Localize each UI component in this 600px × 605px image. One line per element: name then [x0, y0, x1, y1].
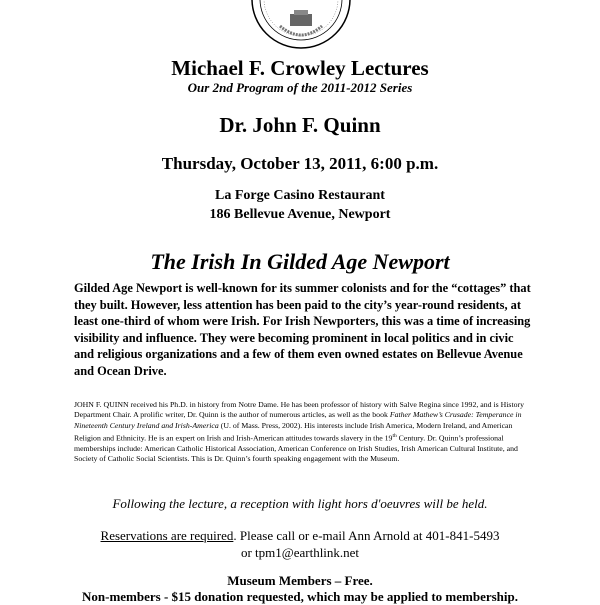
museum-seal-logo [250, 0, 352, 50]
bio-text-1: JOHN F. QUINN received his Ph.D. in history from Notre Dame. He has been professor of history with Salve Regina since 1992, and is History Department Chair. A prolific writer, Dr. Quinn is the author of numerous articles, as well as the book [74, 400, 524, 420]
bio-book-title: Father Mathew’s Crusade: Temperance in Nineteenth Century Ireland and Irish-America [74, 410, 522, 430]
members-price: Museum Members – Free. [227, 573, 373, 588]
reservations-required-label: Reservations are required [100, 528, 234, 543]
speaker-name: Dr. John F. Quinn [219, 113, 381, 137]
reservations-email[interactable]: or tpm1@earthlink.net [240, 545, 360, 560]
speaker-bio [74, 400, 534, 464]
lecture-description: Gilded Age Newport is well-known for its summer colonists and for the “cottages” that they built. However, less attention has been paid to the city’s year-round residents, at least one-third of whom were Irish. For Irish Newporters, this was a time of increasing visibility and influence. They were becoming prominent in local politics and in civic and religious organizations and a few of them even owned estates on Bellevue Avenue and Ocean Drive. [74, 281, 531, 378]
reservations [0, 527, 600, 561]
reception-note: Following the lecture, a reception with light hors d'oeuvres will be held. [112, 496, 488, 511]
program-subtitle: Our 2nd Program of the 2011-2012 Series [187, 80, 413, 95]
series-title: Michael F. Crowley Lectures [171, 56, 429, 80]
lecture-title: The Irish In Gilded Age Newport [150, 249, 450, 274]
bio-text-2: (U. of Mass. Press, 2002). His interests include Irish America, Modern Ireland, and American Religion and Ethnicity. He is an expert on Irish and Irish-American attitudes towards slavery in the 19 [74, 420, 513, 443]
bio-text-3: Century. Dr. Quinn’s professional memberships include: American Catholic Historical Association, American Conference on Irish Studies, Irish American Cultural Institute, and Society of Catholic Social Scientists. This is Dr. Quinn’s fourth speaking engagement with the Museum. [74, 433, 518, 464]
venue [0, 186, 600, 224]
nonmembers-price: Non-members - $15 donation requested, which may be applied to membership. [82, 589, 518, 604]
bio-superscript: th [392, 432, 397, 439]
reservations-contact: . Please call or e-mail Ann Arnold at 401-841-5493 [233, 528, 500, 543]
venue-name: La Forge Casino Restaurant [215, 188, 385, 203]
event-datetime: Thursday, October 13, 2011, 6:00 p.m. [161, 154, 439, 173]
venue-address: 186 Bellevue Avenue, Newport [209, 207, 391, 222]
